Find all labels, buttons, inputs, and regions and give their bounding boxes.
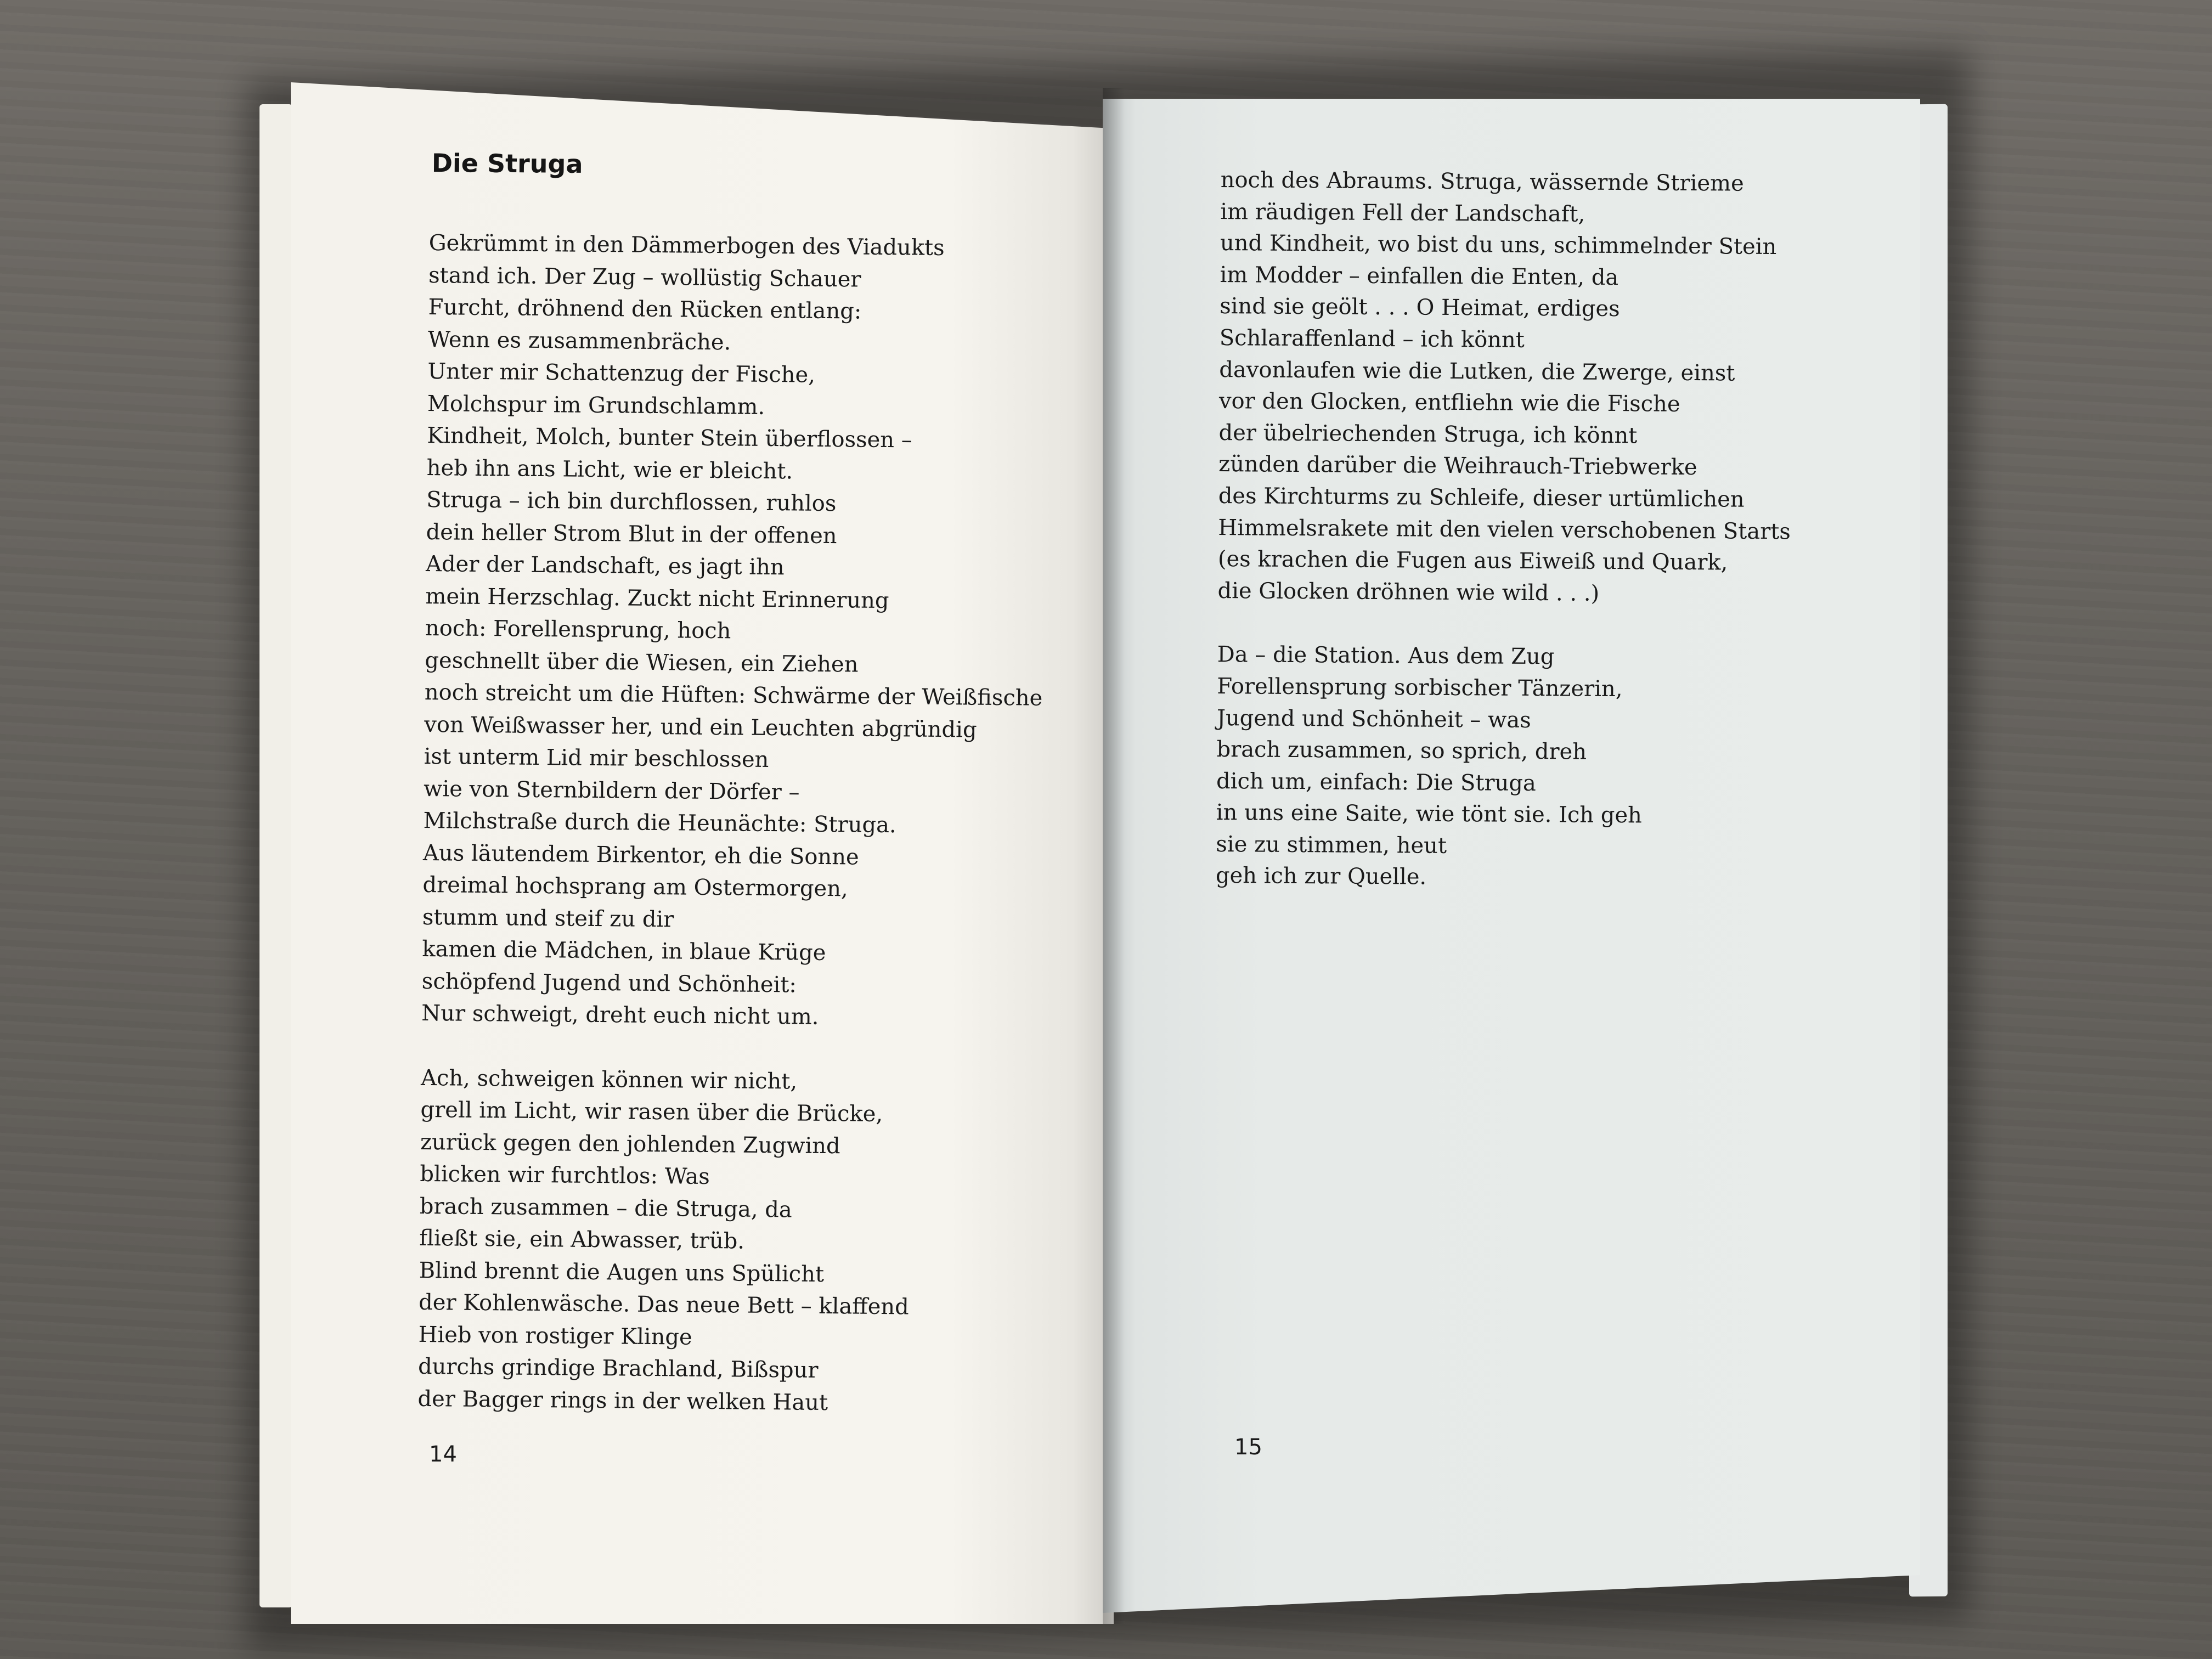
poem-line: der übelriechenden Struga, ich könnt [1218,420,1638,449]
right-page-poem-lines [1216,165,1793,896]
poem-line: zurück gegen den johlenden Zugwind [420,1129,840,1159]
poem-line: Wenn es zusammenbräche. [427,326,731,355]
poem-line: dreimal hochsprang am Ostermorgen, [422,872,848,902]
poem-line: mein Herzschlag. Zuckt nicht Erinnerung [425,583,889,613]
poem-line: Da – die Station. Aus dem Zug [1217,642,1555,670]
poem-line: sind sie geölt . . . O Heimat, erdiges [1220,294,1620,322]
poem-line: Schlaraffenland – ich könnt [1219,325,1525,353]
poem-line: schöpfend Jugend und Schönheit: [421,968,797,997]
poem-line: Ader der Landschaft, es jagt ihn [425,551,785,580]
left-page-stack-edge [259,104,292,1607]
poem-line: der Kohlenwäsche. Das neue Bett – klaffend [418,1289,909,1320]
poem-line: dein heller Strom Blut in der offenen [426,519,837,549]
poem-line: dich um, einfach: Die Struga [1216,768,1537,796]
poem-line: von Weißwasser her, und ein Leuchten abgründig [424,712,977,743]
poem-line: Forellensprung sorbischer Tänzerin, [1217,673,1623,702]
book-gutter [1103,88,1125,1624]
poem-line: durchs grindige Brachland, Bißspur [417,1353,819,1383]
poem-line: noch des Abraums. Struga, wässernde Strieme [1220,167,1744,196]
poem-line: sie zu stimmen, heut [1216,831,1447,859]
poem-line: stumm und steif zu dir [422,904,674,932]
poem-line: davonlaufen wie die Lutken, die Zwerge, einst [1219,357,1735,386]
poem-line: brach zusammen, so sprich, dreh [1216,737,1587,765]
poem-line: Struga – ich bin durchflossen, ruhlos [426,487,837,517]
poem-line: ist unterm Lid mir beschlossen [424,743,769,772]
poem-line: im Modder – einfallen die Enten, da [1220,262,1619,290]
left-page-poem-lines [417,227,1047,1421]
poem-line: brach zusammen – die Struga, da [419,1193,792,1222]
stanza-break [421,1029,1039,1068]
poem-line: die Glocken dröhnen wie wild . . .) [1217,578,1600,606]
left-page-number: 14 [429,1442,457,1467]
poem-line: Aus läutendem Birkentor, eh die Sonne [422,840,859,870]
poem-line: Molchspur im Grundschlamm. [427,391,765,420]
poem-line: in uns eine Saite, wie tönt sie. Ich geh [1216,800,1643,828]
poem-line: Kindheit, Molch, bunter Stein überflossen – [427,422,912,453]
poem-line: fließt sie, ein Abwasser, trüb. [419,1225,745,1254]
poem-line: stand ich. Der Zug – wollüstig Schauer [428,262,861,292]
poem-title: Die Struga [431,148,583,179]
poem-line: der Bagger rings in der welken Haut [417,1386,828,1415]
poem-line: Blind brennt die Augen uns Spülicht [419,1257,825,1287]
poem-line: und Kindheit, wo bist du uns, schimmelnder Stein [1220,230,1777,260]
poem-line: geh ich zur Quelle. [1215,863,1427,890]
poem-line: Gekrümmt in den Dämmerbogen des Viadukts [428,230,945,261]
poem-line: noch streicht um die Hüften: Schwärme der Weißfische [424,679,1043,711]
poem-line: Unter mir Schattenzug der Fische, [427,358,816,388]
poem-line: vor den Glocken, entfliehn wie die Fische [1218,388,1680,417]
poem-line: Himmelsrakete mit den vielen verschobenen Starts [1218,515,1791,544]
right-page-number: 15 [1234,1435,1262,1460]
poem-line: wie von Sternbildern der Dörfer – [423,776,800,805]
poem-line: heb ihn ans Licht, wie er bleicht. [426,455,793,484]
poem-line: Furcht, dröhnend den Rücken entlang: [428,294,862,324]
poem-line: grell im Licht, wir rasen über die Brücke, [420,1097,883,1127]
poem-line: Milchstraße durch die Heunächte: Struga. [423,808,896,838]
poem-line: Jugend und Schönheit – was [1216,705,1531,733]
poem-line: Ach, schweigen können wir nicht, [420,1065,798,1094]
poem-line: (es krachen die Fugen aus Eiweiß und Quark, [1217,546,1728,575]
poem-line: blicken wir furchtlos: Was [420,1161,710,1189]
poem-line: noch: Forellensprung, hoch [425,615,731,644]
stanza-break [1217,607,1790,643]
poem-line: zünden darüber die Weihrauch-Triebwerke [1218,452,1697,481]
poem-line: im räudigen Fell der Landschaft, [1220,199,1585,227]
poem-line: kamen die Mädchen, in blaue Krüge [422,936,826,966]
poem-line: Hieb von rostiger Klinge [418,1322,692,1350]
poem-line: Nur schweigt, dreht euch nicht um. [421,1000,819,1030]
poem-line: geschnellt über die Wiesen, ein Ziehen [425,647,859,678]
poem-line: des Kirchturms zu Schleife, dieser urtümlichen [1218,483,1745,512]
